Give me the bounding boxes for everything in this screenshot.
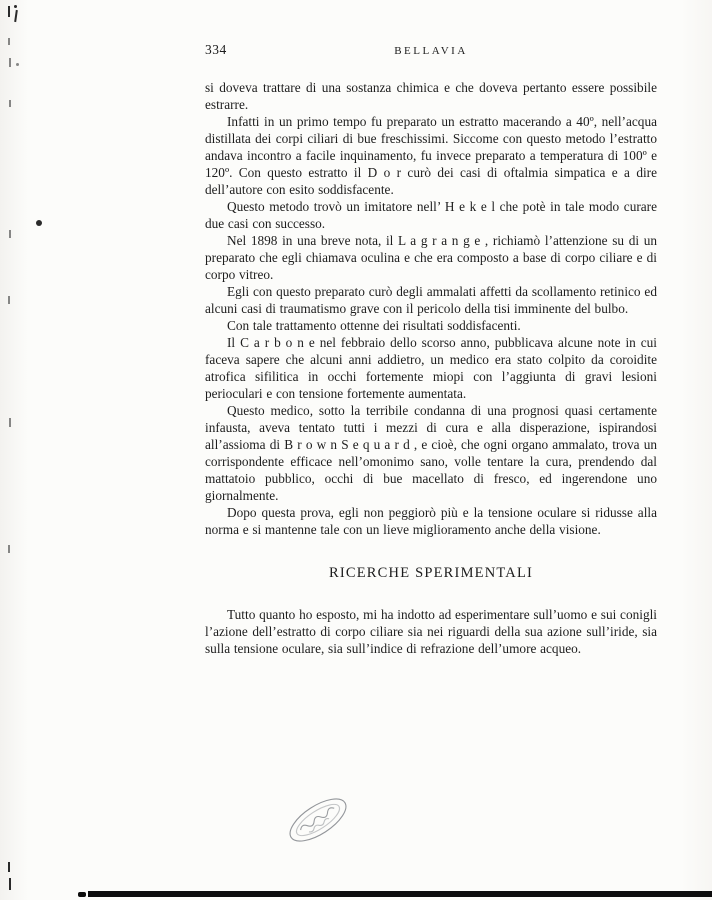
closing-paragraph: Tutto quanto ho esposto, mi ha indotto ad esperimentare sull’uomo e sui conigli l’azione dell’estratto di corpo ciliare sia nei riguardi della sua azione sull’iride, sia sulla tensione oculare, sia sull’indice di refrazione dell’umore acqueo.: [205, 607, 657, 656]
scan-artifact-mark: [36, 220, 42, 226]
scan-artifact-mark: [9, 418, 11, 427]
scan-artifact-mark: [8, 862, 10, 872]
paragraph: Con tale trattamento ottenne dei risultati soddisfacenti.: [227, 318, 521, 333]
scanner-edge-bar: [88, 891, 712, 897]
text-column: [205, 79, 657, 657]
oval-ink-stamp-icon: [278, 788, 358, 852]
paragraph: Egli con questo preparato curò degli ammalati affetti da scollamento retinico ed alcuni casi di traumatismo grave con il pericolo della tisi imminente del bulbo.: [205, 284, 657, 316]
scan-artifact-mark: [9, 230, 11, 238]
scan-artifact-mark: [9, 58, 11, 67]
scan-artifact-mark: [8, 296, 10, 304]
paragraph: Nel 1898 in una breve nota, il L a g r a n g e , richiamò l’attenzione su di un preparato che egli chiamava oculina e che era composto a base di corpo ciliare e di corpo vitreo.: [205, 233, 657, 282]
paragraph: Dopo questa prova, egli non peggiorò più e la tensione oculare si ridusse alla norma e si mantenne tale con un lieve miglioramento anche della visione.: [205, 505, 657, 537]
paragraph: Questo metodo trovò un imitatore nell’ H e k e l che potè in tale modo curare due casi con successo.: [205, 199, 657, 231]
section-heading: RICERCHE SPERIMENTALI: [328, 565, 534, 581]
paragraph: Il C a r b o n e nel febbraio dello scorso anno, pubblicava alcune note in cui faceva sapere che alcuni anni addietro, un medico era stato colpito da coroidite atrofica sifilitica in occhi fortemente miopi con l’aggiunta di gravi lesioni perioculari e con tensione fortemente aumentata.: [205, 335, 657, 401]
scan-artifact-mark: [16, 63, 19, 66]
scan-artifact-mark: [8, 38, 10, 45]
paragraph: Infatti in un primo tempo fu preparato un estratto macerando a 40º, nell’acqua distillata dei corpi ciliari di bue freschissimi. Siccome con questo metodo l’estratto andava incontro a facile inquinamento, fu invece preparato a temperatura di 100º e 120º. Con questo estratto il D o r curò dei casi di oftalmia simpatica e a dire dell’autore con esito soddisfacente.: [205, 114, 657, 197]
scan-artifact-mark: [14, 10, 18, 22]
scan-artifact-speck: [78, 892, 86, 897]
paragraph: si doveva trattare di una sostanza chimica e che doveva pertanto essere possibile estrarre.: [205, 80, 657, 112]
page-number: 334: [205, 42, 227, 57]
scan-artifact-mark: [9, 100, 11, 107]
paragraph: Questo medico, sotto la terribile condanna di una prognosi quasi certamente infausta, aveva tentato tutti i mezzi di cura e alla disperazione, ispirandosi all’assioma di B r o w n S e q u a r d , e cioè, che ogni organo ammalato, trova un corrispondente efficace nell’omonimo sano, volle tentare la cura, prendendo dal mattatoio pubblico, occhi di bue macellato di fresco, ed ingerendone uno giornalmente.: [205, 403, 657, 503]
scan-artifact-mark: [8, 6, 10, 17]
running-header: BELLAVIA: [394, 45, 468, 57]
scan-artifact-mark: [8, 545, 10, 553]
scan-artifact-mark: [14, 5, 17, 8]
scan-artifact-mark: [9, 878, 11, 890]
